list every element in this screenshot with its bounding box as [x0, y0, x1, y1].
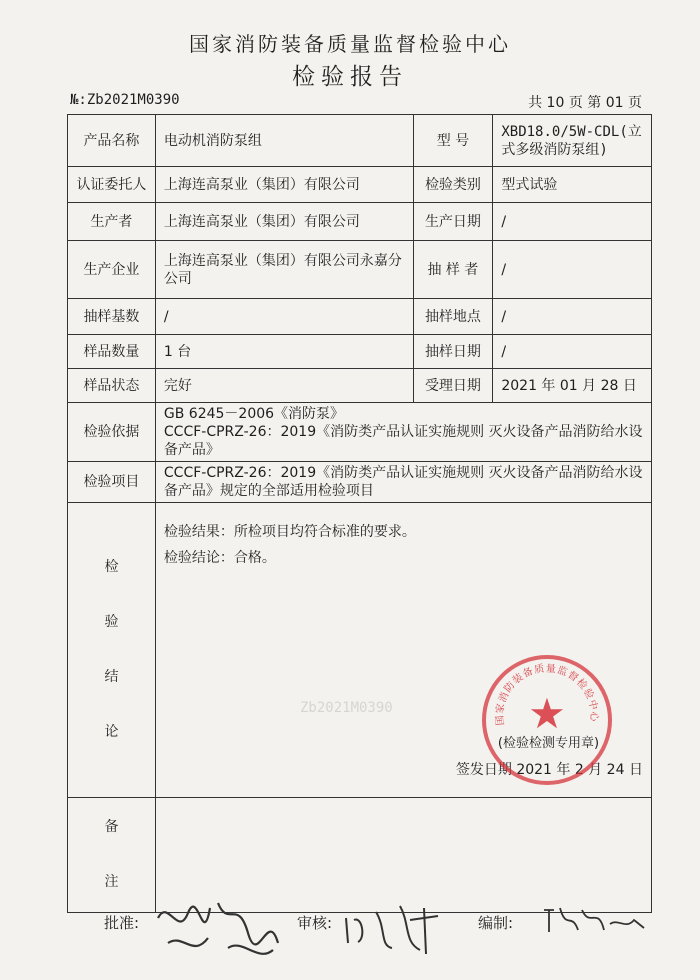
issue-date: 签发日期 2021 年 2 月 24 日	[455, 762, 643, 778]
label-char: 注	[104, 874, 119, 890]
sample-base-value: /	[155, 299, 413, 335]
compile-label: 编制:	[478, 914, 514, 932]
verdict-text: 检验结论：合格。	[163, 550, 276, 566]
report-table	[67, 114, 652, 913]
signature-review	[340, 898, 450, 958]
sample-date-label: 抽样日期	[413, 335, 493, 369]
seal-star-icon: ★	[528, 689, 566, 738]
basis-line: CCCF-CPRZ-26：2019《消防类产品认证实施规则 灭火设备产品消防给水设备产品》	[163, 424, 643, 458]
table-row	[68, 403, 652, 462]
sampler-label: 抽 样 者	[413, 241, 493, 299]
model-value: XBD18.0/5W-CDL(立式多级消防泵组)	[493, 115, 652, 167]
table-row	[68, 299, 652, 335]
client-value: 上海连高泵业（集团）有限公司	[155, 167, 413, 203]
factory-value: 上海连高泵业（集团）有限公司永嘉分公司	[155, 241, 413, 299]
test-type-value: 型式试验	[493, 167, 652, 203]
review-label: 审核:	[297, 914, 333, 932]
basis-label: 检验依据	[68, 403, 156, 462]
basis-line: GB 6245－2006《消防泵》	[163, 406, 345, 422]
model-label: 型 号	[413, 115, 493, 167]
table-row	[68, 115, 652, 167]
sample-place-label: 抽样地点	[413, 299, 493, 335]
label-char: 结	[104, 669, 119, 685]
sampler-value: /	[493, 241, 652, 299]
test-type-label: 检验类别	[413, 167, 493, 203]
items-label: 检验项目	[68, 462, 156, 503]
items-value: CCCF-CPRZ-26：2019《消防类产品认证实施规则 灭火设备产品消防给水设备产品》规定的全部适用检验项目	[155, 462, 651, 503]
result-text: 检验结果：所检项目均符合标准的要求。	[163, 524, 416, 540]
accept-date-value: 2021 年 01 月 28 日	[493, 369, 652, 403]
seal-text: 国家消防装备质量监督检验中心	[494, 663, 600, 726]
label-char: 论	[104, 724, 119, 740]
sample-place-value: /	[493, 299, 652, 335]
accept-date-label: 受理日期	[413, 369, 493, 403]
label-char: 检	[104, 559, 119, 575]
conclusion-label	[68, 503, 156, 798]
sample-qty-value: 1 台	[155, 335, 413, 369]
signature-approve	[148, 888, 288, 968]
seal-caption: (检验检测专用章)	[497, 736, 600, 751]
producer-value: 上海连高泵业（集团）有限公司	[155, 203, 413, 241]
sample-state-label: 样品状态	[68, 369, 156, 403]
sample-qty-label: 样品数量	[68, 335, 156, 369]
approve-label: 批准:	[104, 914, 140, 932]
doc-title: 检验报告	[292, 64, 408, 90]
producer-label: 生产者	[68, 203, 156, 241]
label-char: 备	[104, 819, 119, 835]
sample-date-value: /	[493, 335, 652, 369]
signature-compile	[540, 900, 650, 940]
table-row	[68, 369, 652, 403]
table-row	[68, 203, 652, 241]
official-seal	[482, 655, 612, 785]
table-row	[68, 241, 652, 299]
factory-label: 生产企业	[68, 241, 156, 299]
product-name-label: 产品名称	[68, 115, 156, 167]
report-number: №:Zb2021M0390	[70, 92, 180, 108]
product-name-value: 电动机消防泵组	[155, 115, 413, 167]
page-count: 共 10 页 第 01 页	[528, 95, 642, 111]
remarks-label	[68, 798, 156, 913]
prod-date-label: 生产日期	[413, 203, 493, 241]
table-row	[68, 167, 652, 203]
prod-date-value: /	[493, 203, 652, 241]
watermark: Zb2021M0390	[300, 700, 393, 716]
client-label: 认证委托人	[68, 167, 156, 203]
sample-base-label: 抽样基数	[68, 299, 156, 335]
sample-state-value: 完好	[155, 369, 413, 403]
table-row	[68, 335, 652, 369]
table-row	[68, 462, 652, 503]
label-char: 验	[104, 614, 119, 630]
basis-value	[155, 403, 651, 462]
org-title: 国家消防装备质量监督检验中心	[189, 32, 511, 56]
